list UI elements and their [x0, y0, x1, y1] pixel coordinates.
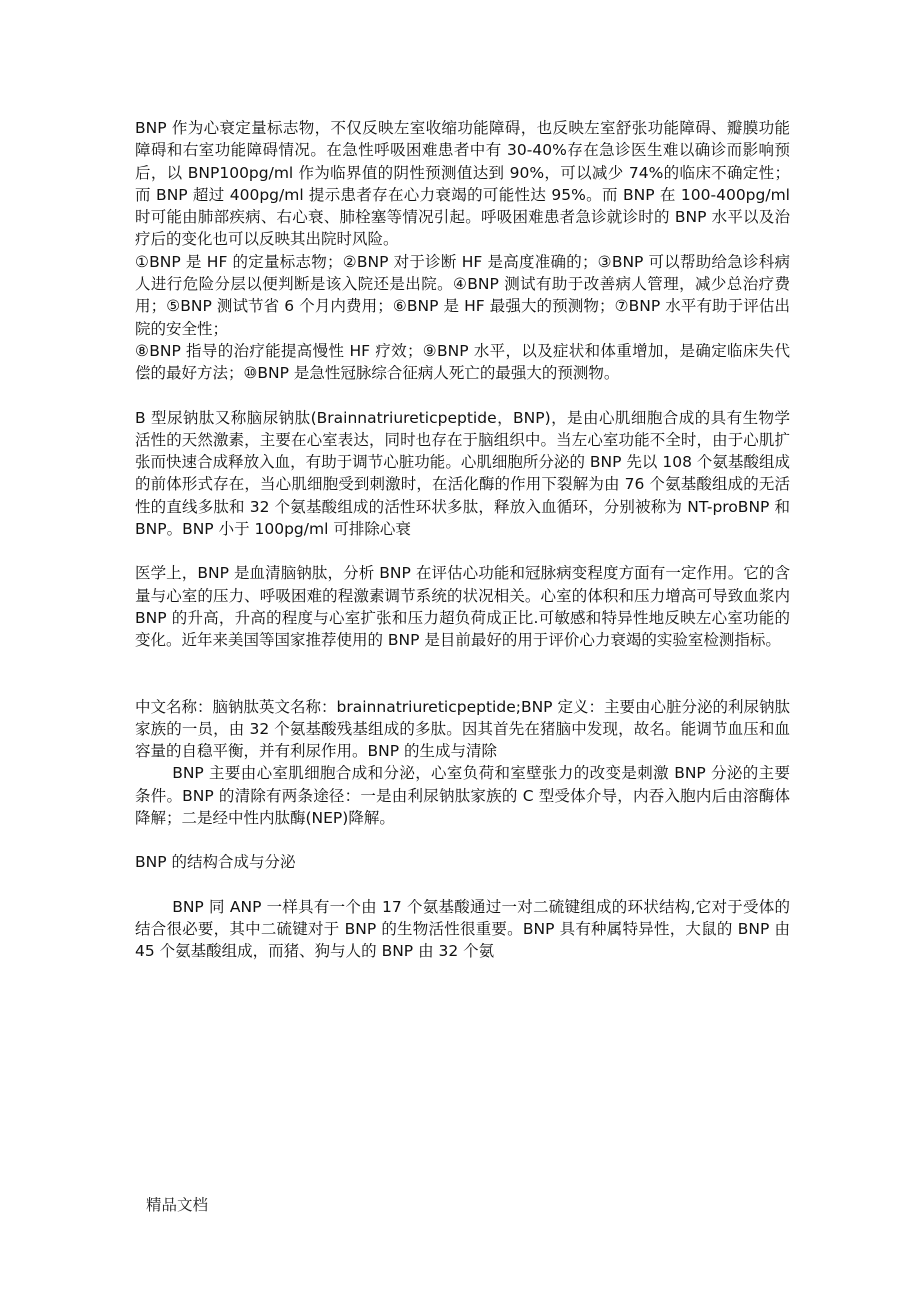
paragraph-bnp-medical: 医学上，BNP 是血清脑钠肽，分析 BNP 在评估心功能和冠脉病变程度方面有一定作用。它的含量与心室的压力、呼吸困难的程激素调节系统的状况相关。心室的体积和压力增高可导致血浆内 BNP 的升高，升高的程度与心室扩张和压力超负荷成正比.可敏感和特异性地反映左心室功能的变化。近年来美国等国家推荐使用的 BNP 是目前最好的用于评价心力衰竭的实验室检测指标。 [135, 564, 790, 650]
paragraph-bnp-structure: BNP 同 ANP 一样具有一个由 17 个氨基酸通过一对二硫键组成的环状结构,它对于受体的结合很必要，其中二硫键对于 BNP 的生物活性很重要。BNP 具有种属特异性，大鼠的 BNP 由 45 个氨基酸组成，而猪、狗与人的 BNP 由 32 个氨 [135, 897, 790, 961]
document-body [135, 117, 790, 963]
paragraph-bnp-list-1: ①BNP 是 HF 的定量标志物；②BNP 对于诊断 HF 是高度准确的；③BNP 可以帮助给急诊科病人进行危险分层以便判断是该入院还是出院。④BNP 测试有助于改善病人管理，减少总治疗费用；⑤BNP 测试节省 6 个月内费用；⑥BNP 是 HF 最强大的预测物；⑦BNP 水平有助于评估出院的安全性； [135, 252, 790, 338]
spacer [135, 385, 790, 407]
spacer [135, 829, 790, 851]
paragraph-bnp-clearance: BNP 主要由心室肌细胞合成和分泌，心室负荷和室壁张力的改变是刺激 BNP 分泌的主要条件。BNP 的清除有两条途径：一是由利尿钠肽家族的 C 型受体介导，内吞入胞内后由溶酶体降解；二是经中性内肽酶(NEP)降解。 [135, 764, 790, 828]
page-footer: 精品文档 [146, 1196, 209, 1214]
spacer [135, 540, 790, 562]
section-heading-bnp-structure: BNP 的结构合成与分泌 [135, 853, 296, 872]
paragraph-bnp-list-2: ⑧BNP 指导的治疗能提高慢性 HF 疗效；⑨BNP 水平，以及症状和体重增加，是确定临床失代偿的最好方法；⑩BNP 是急性冠脉综合征病人死亡的最强大的预测物。 [135, 341, 790, 383]
paragraph-bnp-names: 中文名称：脑钠肽英文名称：brainnatriureticpeptide;BNP 定义：主要由心脏分泌的利尿钠肽家族的一员，由 32 个氨基酸残基组成的多肽。因其首先在猪脑中发现，故名。能调节血压和血容量的自稳平衡，并有利尿作用。BNP 的生成与清除 [135, 697, 790, 761]
paragraph-bnp-definition: B 型尿钠肽又称脑尿钠肽(Brainnatriureticpeptide，BNP)，是由心肌细胞合成的具有生物学活性的天然激素，主要在心室表达，同时也存在于脑组织中。当左心室功能不全时，由于心肌扩张而快速合成释放入血，有助于调节心脏功能。心肌细胞所分泌的 BNP 先以 108 个氨基酸组成的前体形式存在，当心肌细胞受到刺激时，在活化酶的作用下裂解为由 76 个氨基酸组成的无活性的直线多肽和 32 个氨基酸组成的活性环状多肽，释放入血循环，分别被称为 NT-proBNP 和 BNP。BNP 小于 100pg/ml 可排除心衰 [135, 408, 790, 539]
spacer [135, 874, 790, 896]
spacer [135, 652, 790, 696]
paragraph-bnp-heart-failure-marker: BNP 作为心衰定量标志物，不仅反映左室收缩功能障碍，也反映左室舒张功能障碍、瓣膜功能障碍和右室功能障碍情况。在急性呼吸困难患者中有 30-40%存在急诊医生难以确诊而影响预后，以 BNP100pg/ml 作为临界值的阴性预测值达到 90%，可以减少 74%的临床不确定性；而 BNP 超过 400pg/ml 提示患者存在心力衰竭的可能性达 95%。而 BNP 在 100-400pg/ml 时可能由肺部疾病、右心衰、肺栓塞等情况引起。呼吸困难患者急诊就诊时的 BNP 水平以及治疗后的变化也可以反映其出院时风险。 [135, 119, 790, 249]
